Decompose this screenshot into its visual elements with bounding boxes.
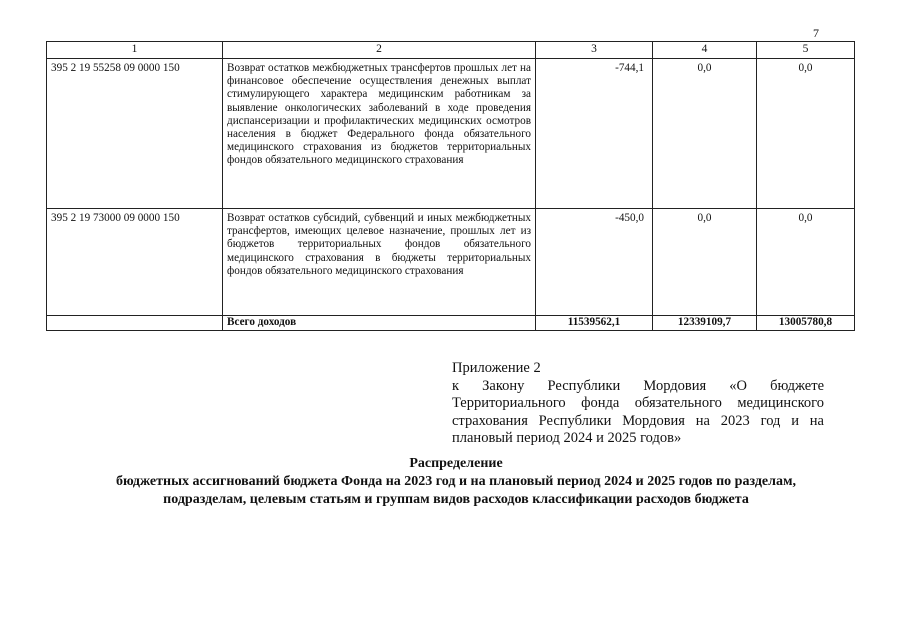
total-2024-cell: 12339109,7 <box>653 316 757 331</box>
appendix-note <box>452 360 824 448</box>
table-row <box>47 59 855 209</box>
section-heading <box>40 455 872 509</box>
column-number-3: 3 <box>536 42 653 59</box>
value-2024-cell: 0,0 <box>653 59 757 209</box>
description-cell: Возврат остатков межбюджетных трансфертов прошлых лет на финансовое обеспечение осуществления денежных выплат стимулирующего характера медицинским работникам за выявление онкологических заболеваний в ходе проведения диспансеризации и профилактических медицинских осмотров населения в бюджет Федерального фонда обязательного медицинского страхования из бюджетов территориальных фондов обязательного медицинского страхования <box>223 59 536 209</box>
value-2025-cell: 0,0 <box>757 209 855 316</box>
total-2025-cell: 13005780,8 <box>757 316 855 331</box>
value-2024-cell: 0,0 <box>653 209 757 316</box>
total-code-cell <box>47 316 223 331</box>
value-2023-cell: -744,1 <box>536 59 653 209</box>
table-row <box>47 209 855 316</box>
heading-line-1: Распределение <box>409 456 503 471</box>
table-header-row <box>47 42 855 59</box>
total-2023-cell: 11539562,1 <box>536 316 653 331</box>
heading-line-3: подразделам, целевым статьям и группам видов расходов классификации расходов бюджета <box>163 492 749 507</box>
column-number-2: 2 <box>223 42 536 59</box>
column-number-1: 1 <box>47 42 223 59</box>
revenue-table <box>46 41 855 331</box>
heading-line-2: бюджетных ассигнований бюджета Фонда на 2023 год и на плановый период 2024 и 2025 годов по разделам, <box>115 474 797 489</box>
budget-code-cell: 395 2 19 73000 09 0000 150 <box>47 209 223 316</box>
appendix-title: Приложение 2 <box>452 360 541 376</box>
value-2025-cell: 0,0 <box>757 59 855 209</box>
total-row <box>47 316 855 331</box>
column-number-4: 4 <box>653 42 757 59</box>
page-number: 7 <box>813 26 819 40</box>
column-number-5: 5 <box>757 42 855 59</box>
description-cell: Возврат остатков субсидий, субвенций и иных межбюджетных трансфертов, имеющих целевое назначение, прошлых лет из бюджетов территориальных фондов обязательного медицинского страхования в бюджеты территориальных фондов обязательного медицинского страхования <box>223 209 536 316</box>
budget-code-cell: 395 2 19 55258 09 0000 150 <box>47 59 223 209</box>
value-2023-cell: -450,0 <box>536 209 653 316</box>
appendix-text: к Закону Республики Мордовия «О бюджете Территориального фонда обязательного медицинского страхования Республики Мордовия на 2023 год и на плановый период 2024 и 2025 годов» <box>452 377 824 447</box>
total-label-cell: Всего доходов <box>223 316 536 331</box>
